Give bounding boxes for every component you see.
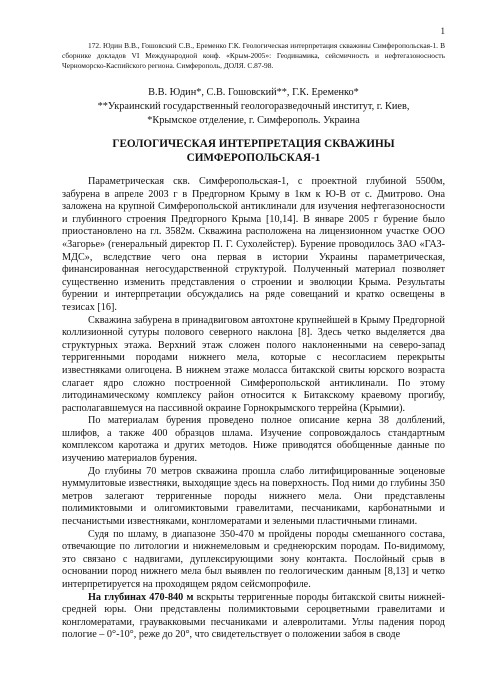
paragraph-6-lead: На глубинах 470-840 м	[88, 591, 194, 603]
paragraph-2: Скважина забурена в принадвиговом автохтоне крупнейшей в Крыму Предгорной коллизионной сутуры полового северного наклона [8]. Здесь четко выделяется два структурных этажа. Верхний этаж сложен полого наклоненными на северо-запад терригенными породами нижнего мела, которые с несогласием перекрыты известняками олигоцена. В нижнем этаже моласса битакской свиты юрского возраста слагает ядро сложно построенной Симферопольской антиклинали. По этому литодинамическому комплексу район относится к Битакскому краевому прогибу, располагавшемуся на пассивной окраине Горнокрымского террейна (Крымии).	[62, 314, 445, 414]
paragraph-6-rest: вскрыты терригенные породы битакской свиты нижней-средней юры. Они представлены полимиктовыми сероцветными гравелитами и конгломератами, граувакковыми песчаниками и алевролитами. Углы падения пород пологие – 0°-10°, реже до 20°, что свидетельствует о положении забоя в своде	[62, 591, 445, 641]
citation-reference	[62, 41, 445, 71]
title-line-1: ГЕОЛОГИЧЕСКАЯ ИНТЕРПРЕТАЦИЯ СКВАЖИНЫ	[112, 138, 395, 150]
paragraph-3: По материалам бурения проведено полное описание керна 38 долблений, шлифов, а также 400 образцов шлама. Изучение сопровождалось стандартным комплексом каротажа и других методов. Ниже приводятся обобщенные данные по изучению материалов бурения.	[62, 415, 445, 465]
author-names: В.В. Юдин*, С.В. Гошовский**, Г.К. Еременко*	[148, 87, 359, 98]
citation-text: 172. Юдин В.В., Гошовский С.В., Еременко Г.К. Геологическая интерпретация скважины Симферопольская-1. В сборнике докладов VI Международной конф. «Крым-2005»: Геодинамика, сейсмичность и нефтегазоносность Черноморско-Каспийского региона. Симферополь, ДОЛЯ. С.87-98.	[62, 41, 445, 70]
affiliation-2: *Крымское отделение, г. Симферополь. Украина	[147, 115, 360, 126]
paragraph-1: Параметрическая скв. Симферопольская-1, с проектной глубиной 5500м, забурена в апреле 2003 г в Предгорном Крыму в 1км к Ю-В от с. Дмитрово. Она заложена на крупной Симферопольской антиклинали для изучения нефтегазоносности и глубинного строения Предгорного Крыма [10,14]. В январе 2005 г бурение было приостановлено на гл. 3582м. Скважина расположена на лицензионном участке ООО «Загорье» (генеральный директор П. Г. Сухолейстер). Бурение проводилось ЗАО «ГАЗ-МДС», вследствие чего она первая в истории Украины параметрическая, финансированная негосударственной структурой. Полученный материал позволяет существенно изменить представления о строении и эволюции Крыма. Результаты бурении и интерпретации обсуждались на ряде совещаний и кратко освещены в тезисах [16].	[62, 176, 445, 313]
affiliation-1: **Украинский государственный геологоразведочный институт, г. Киев,	[97, 101, 410, 112]
paragraph-4: До глубины 70 метров скважина прошла слабо литифицированные эоценовые нуммулитовые известняки, выходящие здесь на поверхность. Под ними до глубины 350 метров залегают терригенные породы нижнего мела. Они представлены полимиктовыми и олигомиктовыми гравелитами, песчаниками, карбонатными и песчанистыми известняками, конгломератами и зелеными пластичными глинами.	[62, 465, 445, 528]
author-block	[62, 86, 445, 128]
paragraph-5: Судя по шламу, в диапазоне 350-470 м пройдены породы смешанного состава, отвечающие по литологии и нижнемеловым и среднеюрским породам. По-видимому, это связано с надвигами, дуплексирующими зону контакта. Послойный срыв в основании пород нижнего мела был выявлен по геологическим данным [8,13] и четко интерпретируется на проходящем рядом сейсмопрофиле.	[62, 528, 445, 590]
page-number: 1	[440, 26, 445, 36]
body-text	[62, 176, 445, 642]
title-line-2: СИМФЕРОПОЛЬСКАЯ-1	[186, 152, 321, 164]
paragraph-6	[62, 592, 445, 642]
paper-title	[62, 137, 445, 165]
